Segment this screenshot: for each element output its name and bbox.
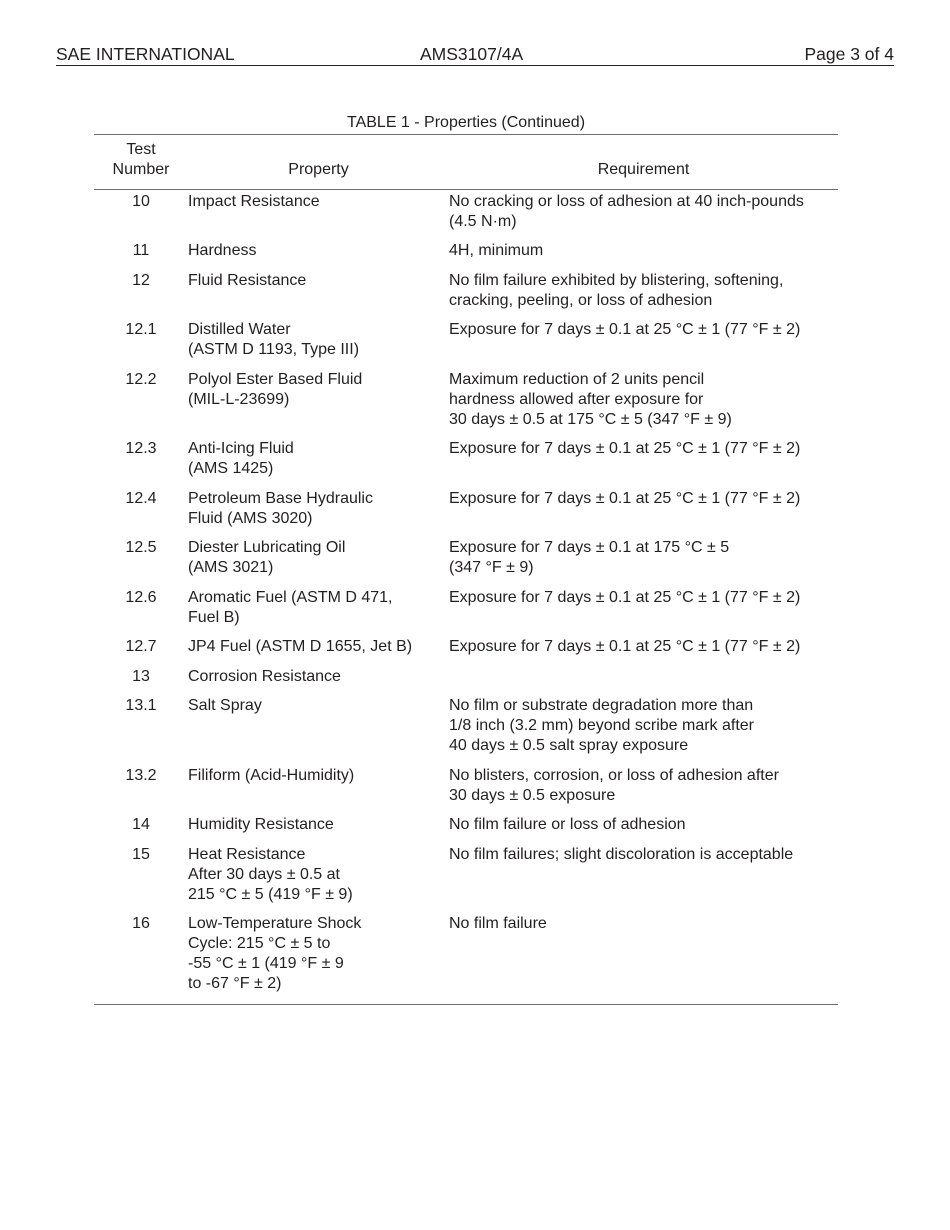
property-text-line: Distilled Water	[188, 321, 291, 338]
table-title: TABLE 1 - Properties (Continued)	[94, 112, 838, 135]
requirement-text-line: No film failures; slight discoloration is acceptable	[449, 845, 794, 863]
property-text-line: Filiform (Acid-Humidity)	[188, 766, 355, 784]
test-number-cell: 10	[132, 192, 150, 210]
requirement-text-line: No film failure	[449, 915, 547, 932]
property-text-line: Anti-Icing Fluid	[188, 440, 294, 457]
test-number-cell: 16	[94, 914, 188, 1004]
property-cell	[188, 370, 449, 440]
requirement-text-line: No blisters, corrosion, or loss of adhesion after	[449, 766, 779, 784]
property-text-line: Humidity Resistance	[188, 816, 334, 833]
test-number-cell: 12.5	[125, 539, 157, 556]
requirement-text-line: hardness allowed after exposure for	[449, 390, 704, 408]
property-cell	[188, 845, 449, 915]
requirement-text-line: 30 days ± 0.5 at 175 °C ± 5 (347 °F ± 9)	[449, 410, 732, 428]
table-row	[94, 914, 838, 1004]
column-header-test-line1: Test	[126, 141, 156, 158]
requirement-cell	[449, 241, 838, 271]
test-number-cell: 13.1	[125, 697, 157, 714]
property-text-line: Corrosion Resistance	[188, 667, 341, 685]
requirement-text-line: Exposure for 7 days ± 0.1 at 25 °C ± 1 (77 °F ± 2)	[449, 489, 801, 507]
requirement-cell	[449, 815, 838, 845]
table-row	[94, 271, 838, 321]
property-cell	[188, 766, 449, 816]
table-header-row	[94, 135, 838, 190]
column-header-property: Property	[188, 135, 449, 190]
table-row	[94, 439, 838, 489]
table-row	[94, 320, 838, 370]
requirement-text-line: 30 days ± 0.5 exposure	[449, 786, 616, 804]
property-text-line: -55 °C ± 1 (419 °F ± 9	[188, 955, 344, 972]
property-text-line: Polyol Ester Based Fluid	[188, 370, 363, 388]
property-cell	[188, 696, 449, 766]
requirement-cell	[449, 271, 838, 321]
table-row	[94, 667, 838, 697]
property-text-line: (ASTM D 1193, Type III)	[188, 341, 360, 358]
table-row	[94, 370, 838, 440]
property-text-line: Fluid (AMS 3020)	[188, 509, 313, 527]
requirement-cell	[449, 588, 838, 638]
test-number-cell: 12.6	[125, 588, 157, 606]
test-number-cell: 13.2	[125, 766, 157, 784]
requirement-text-line: No cracking or loss of adhesion at 40 inch-pounds	[449, 192, 804, 210]
property-text-line: (AMS 3021)	[188, 559, 274, 576]
property-text-line: Low-Temperature Shock	[188, 915, 362, 932]
page-header	[56, 44, 894, 66]
properties-table	[94, 135, 838, 1005]
property-text-line: Heat Resistance	[188, 845, 306, 863]
property-cell	[188, 241, 449, 271]
property-text-line: Fuel B)	[188, 608, 240, 626]
column-header-test-number	[94, 135, 188, 190]
requirement-text-line: Exposure for 7 days ± 0.1 at 25 °C ± 1 (77 °F ± 2)	[449, 588, 801, 606]
property-cell	[188, 320, 449, 370]
property-cell	[188, 588, 449, 638]
requirement-text-line: (347 °F ± 9)	[449, 559, 534, 576]
test-number-cell: 12	[132, 271, 150, 289]
requirement-text-line: Exposure for 7 days ± 0.1 at 175 °C ± 5	[449, 539, 730, 556]
property-text-line: Petroleum Base Hydraulic	[188, 489, 373, 507]
test-number-cell: 12.1	[125, 321, 157, 338]
table-row	[94, 845, 838, 915]
test-number-cell: 12.3	[125, 440, 157, 457]
requirement-text-line: Maximum reduction of 2 units pencil	[449, 370, 705, 388]
property-cell	[188, 190, 449, 242]
requirement-text-line: No film failure or loss of adhesion	[449, 816, 686, 833]
requirement-text-line: Exposure for 7 days ± 0.1 at 25 °C ± 1 (77 °F ± 2)	[449, 321, 801, 338]
requirement-text-line: cracking, peeling, or loss of adhesion	[449, 291, 713, 309]
requirement-text-line: Exposure for 7 days ± 0.1 at 25 °C ± 1 (77 °F ± 2)	[449, 440, 801, 457]
requirement-cell	[449, 914, 838, 1004]
header-page-number: Page 3 of 4	[804, 44, 894, 64]
table-row	[94, 815, 838, 845]
requirement-text-line: 1/8 inch (3.2 mm) beyond scribe mark after	[449, 717, 755, 734]
column-header-test-line2: Number	[112, 161, 170, 178]
header-organization: SAE INTERNATIONAL	[56, 44, 235, 64]
property-cell	[188, 489, 449, 539]
property-text-line: Cycle: 215 °C ± 5 to	[188, 935, 331, 952]
property-text-line: to -67 °F ± 2)	[188, 975, 282, 992]
property-text-line: Impact Resistance	[188, 192, 320, 210]
test-number-cell: 12.2	[125, 370, 157, 388]
property-text-line: 215 °C ± 5 (419 °F ± 9)	[188, 885, 353, 903]
property-text-line: Hardness	[188, 242, 257, 259]
table-row	[94, 766, 838, 816]
property-cell	[188, 439, 449, 489]
test-number-cell: 11	[132, 242, 150, 259]
requirement-text-line: 40 days ± 0.5 salt spray exposure	[449, 737, 689, 754]
table-row	[94, 588, 838, 638]
table-row	[94, 637, 838, 667]
property-text-line: (AMS 1425)	[188, 460, 274, 477]
requirement-text-line: Exposure for 7 days ± 0.1 at 25 °C ± 1 (77 °F ± 2)	[449, 638, 801, 655]
property-text-line: After 30 days ± 0.5 at	[188, 865, 340, 883]
table-body	[94, 190, 838, 1005]
property-cell	[188, 667, 449, 697]
requirement-cell	[449, 320, 838, 370]
requirement-cell	[449, 489, 838, 539]
requirement-cell	[449, 845, 838, 915]
test-number-cell: 13	[132, 667, 150, 685]
table-row	[94, 538, 838, 588]
property-text-line: Aromatic Fuel (ASTM D 471,	[188, 588, 393, 606]
test-number-cell: 14	[132, 816, 150, 833]
column-header-requirement: Requirement	[449, 135, 838, 190]
requirement-text-line: (4.5 N·m)	[449, 212, 517, 230]
requirement-text-line: No film failure exhibited by blistering, softening,	[449, 271, 784, 289]
test-number-cell: 12.4	[125, 489, 157, 507]
test-number-cell: 15	[132, 845, 150, 863]
property-text-line: JP4 Fuel (ASTM D 1655, Jet B)	[188, 638, 413, 655]
requirement-text-line: 4H, minimum	[449, 242, 544, 259]
property-cell	[188, 538, 449, 588]
table-row	[94, 190, 838, 242]
properties-table-container	[94, 112, 838, 1005]
property-cell	[188, 637, 449, 667]
requirement-cell	[449, 538, 838, 588]
requirement-cell	[449, 637, 838, 667]
property-text-line: (MIL-L-23699)	[188, 390, 290, 408]
header-document-number: AMS3107/4A	[420, 44, 524, 64]
property-cell	[188, 815, 449, 845]
table-row	[94, 489, 838, 539]
requirement-cell	[449, 439, 838, 489]
table-row	[94, 241, 838, 271]
requirement-cell	[449, 766, 838, 816]
requirement-cell	[449, 696, 838, 766]
requirement-cell	[449, 370, 838, 440]
requirement-text-line: No film or substrate degradation more than	[449, 697, 754, 714]
property-cell	[188, 914, 449, 1004]
property-text-line: Salt Spray	[188, 697, 262, 714]
test-number-cell: 12.7	[125, 638, 157, 655]
property-text-line: Fluid Resistance	[188, 271, 307, 289]
requirement-cell	[449, 190, 838, 242]
property-text-line: Diester Lubricating Oil	[188, 539, 346, 556]
property-cell	[188, 271, 449, 321]
requirement-cell	[449, 667, 838, 697]
table-row	[94, 696, 838, 766]
